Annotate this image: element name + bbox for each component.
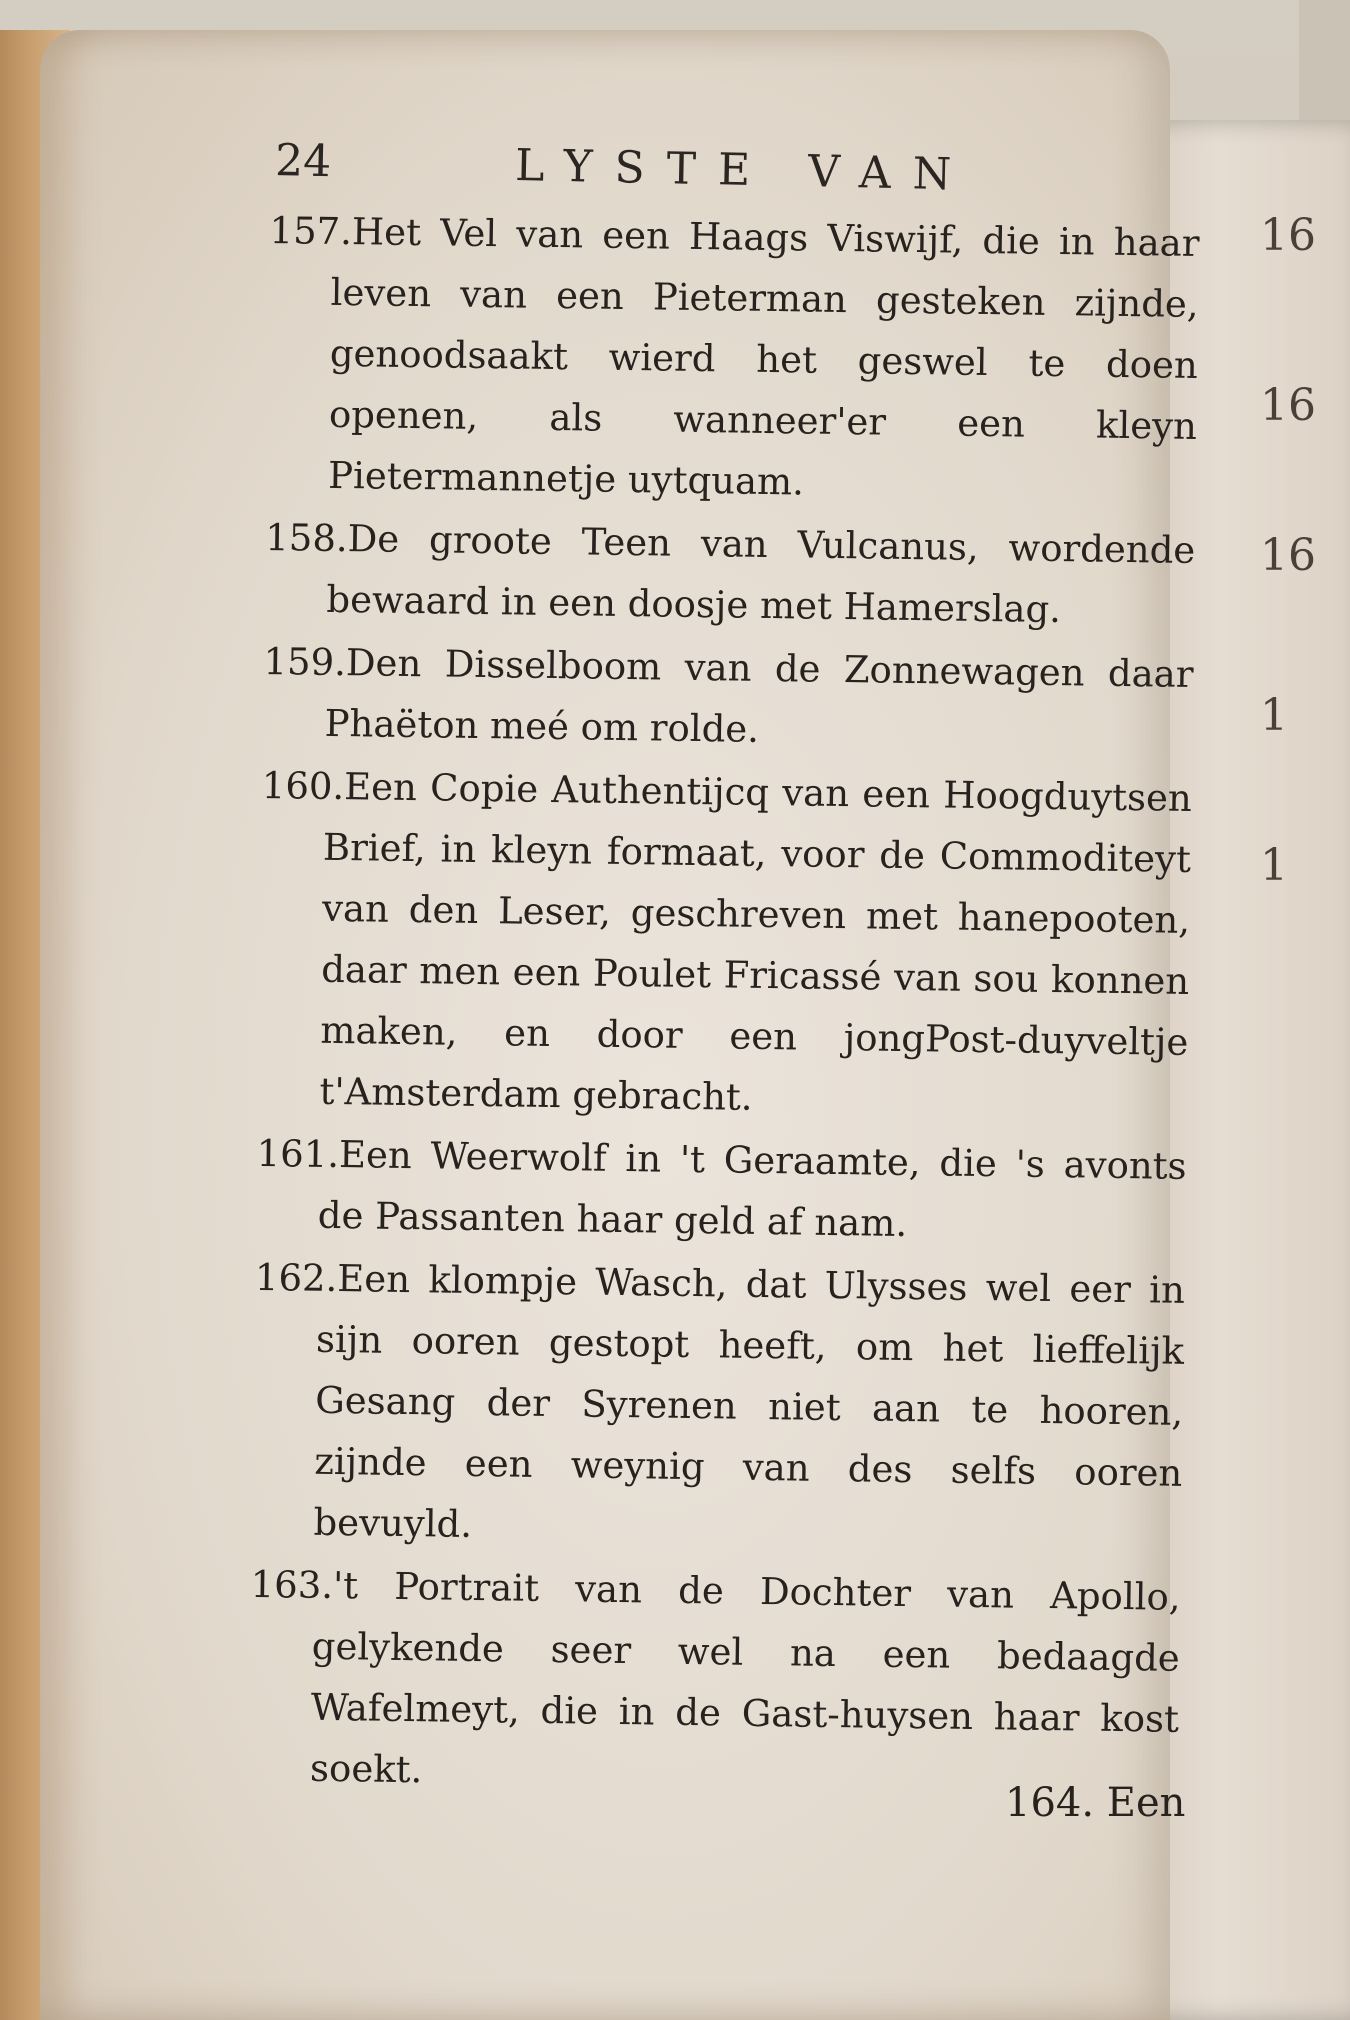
entry-text: Een Copie Authentijcq van een Hoogduytsen Brief, in kleyn formaat, voor de Commoditeyt van den Leser, geschreven met hanepooten, daar men een Poulet Fricassé van sou konnen maken, en door een jongPost-duyveltje t'Amsterdam gebracht. [319, 765, 1193, 1119]
entry-text: Een klompje Wasch, dat Ulysses wel eer in sijn ooren gestopt heeft, om het lieffelijk Gesang der Syrenen niet aan te hooren, zijnde een weynig van des selfs ooren bevuyld. [313, 1257, 1186, 1546]
entry-number: 161. [256, 1131, 340, 1177]
entry-number: 163. [250, 1562, 334, 1608]
entry-number: 159. [263, 639, 347, 685]
list-item [266, 200, 1200, 518]
entry-number: 162. [254, 1255, 338, 1301]
entry-text: Het Vel van een Haags Viswijf, die in haar leven van een Pieterman gesteken zijnde, genoodsaakt wierd het geswel te doen openen, als wanneer'er een kleyn Pietermannetje uytquam. [327, 210, 1200, 504]
entry-number: 157. [269, 208, 353, 254]
entry-number: 160. [261, 763, 345, 809]
list-item [248, 1554, 1181, 1811]
entry-text: De groote Teen van Vulcanus, wordende bewaard in een doosje met Hamerslag. [326, 517, 1196, 632]
facing-page-fragment: 16 [1260, 530, 1316, 581]
facing-page-fragment: 16 [1260, 210, 1316, 261]
facing-page-fragment: 1 [1260, 840, 1288, 891]
list-item [255, 1123, 1187, 1258]
facing-page-fragment: 16 [1260, 380, 1316, 431]
entry-text: Den Disselboom van de Zonnewagen daar Phaëton meé om rolde. [324, 641, 1194, 751]
list-item [262, 631, 1194, 766]
list-item [251, 1247, 1185, 1565]
entry-text: 't Portrait van de Dochter van Apollo, gelykende seer wel na een bedaagde Wafelmeyt, die in de Gast-huysen haar kost soekt. [309, 1564, 1181, 1792]
facing-page-fragment: 1 [1260, 690, 1288, 741]
list-item [264, 507, 1196, 642]
list-item [257, 755, 1192, 1134]
catchword: 164. Een [1005, 1780, 1186, 1826]
entry-text: Een Weerwolf in 't Geraamte, die 's avonts de Passanten haar geld af nam. [317, 1133, 1187, 1245]
running-title: LYSTE VAN [514, 140, 974, 201]
page-number: 24 [274, 135, 332, 188]
entry-list [248, 200, 1200, 1813]
entry-number: 158. [264, 515, 348, 561]
